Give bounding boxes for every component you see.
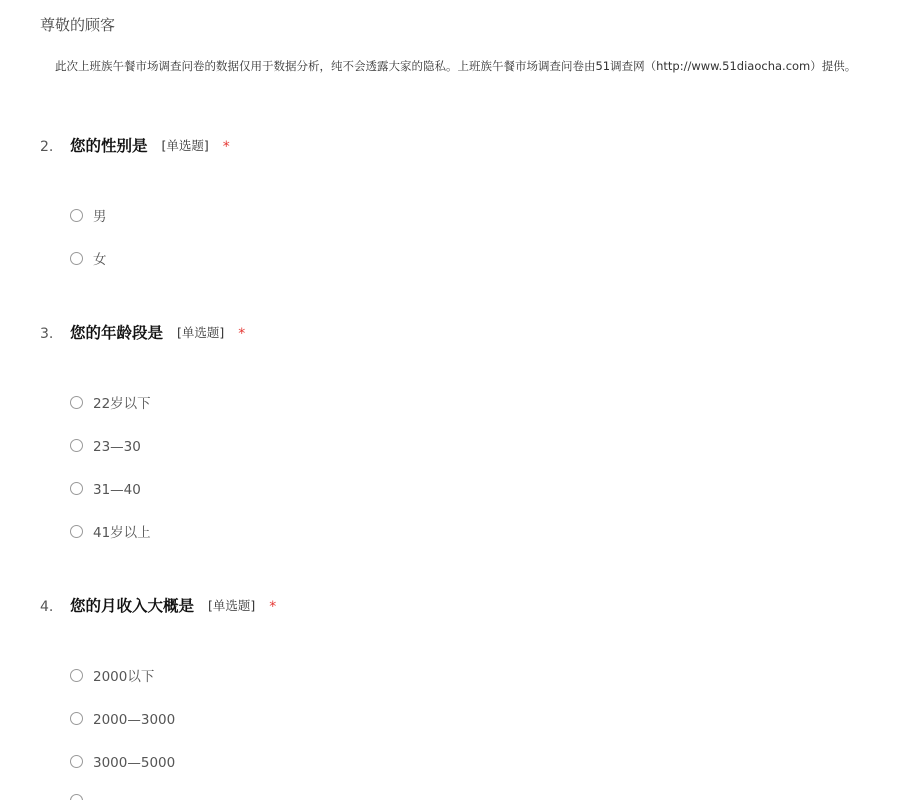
question-type: [单选题] — [161, 138, 209, 153]
question-type: [单选题] — [177, 325, 225, 340]
option-label[interactable]: 3000—5000 — [93, 755, 176, 771]
required-mark: * — [269, 599, 277, 615]
question-title — [70, 136, 230, 157]
option-income-under-2000[interactable] — [70, 667, 370, 687]
radio-button[interactable] — [70, 712, 83, 725]
option-label[interactable]: 2000—3000 — [93, 712, 176, 728]
question-title — [70, 596, 276, 617]
radio-button[interactable] — [70, 482, 83, 495]
option-label[interactable]: 41岁以上 — [93, 525, 151, 541]
required-mark: * — [222, 139, 230, 155]
question-number: 2. — [40, 139, 54, 155]
option-age-31-40[interactable] — [70, 480, 370, 500]
question-type: [单选题] — [208, 598, 256, 613]
option-partially-visible[interactable] — [70, 792, 370, 800]
option-label[interactable]: 31—40 — [93, 482, 141, 498]
radio-button[interactable] — [70, 439, 83, 452]
option-age-over-41[interactable] — [70, 523, 370, 543]
radio-button[interactable] — [70, 252, 83, 265]
question-number: 4. — [40, 599, 54, 615]
option-label[interactable]: 22岁以下 — [93, 396, 151, 412]
radio-button[interactable] — [70, 525, 83, 538]
question-title-text: 您的年龄段是 — [70, 324, 164, 342]
required-mark: * — [238, 326, 246, 342]
question-number: 3. — [40, 326, 54, 342]
question-header — [0, 323, 900, 345]
radio-button[interactable] — [70, 794, 83, 800]
option-female[interactable] — [70, 250, 370, 270]
radio-button[interactable] — [70, 209, 83, 222]
option-male[interactable] — [70, 207, 370, 227]
question-header — [0, 596, 900, 618]
option-label[interactable]: 23—30 — [93, 439, 141, 455]
option-age-23-30[interactable] — [70, 437, 370, 457]
option-label[interactable]: 男 — [93, 209, 107, 225]
survey-greeting: 尊敬的顾客 — [40, 16, 116, 34]
radio-button[interactable] — [70, 396, 83, 409]
option-label[interactable]: 2000以下 — [93, 669, 155, 685]
radio-button[interactable] — [70, 669, 83, 682]
radio-button[interactable] — [70, 755, 83, 768]
survey-intro: 此次上班族午餐市场调查问卷的数据仅用于数据分析，纯不会透露大家的隐私。上班族午餐市场调查问卷由51调查网（http://www.51diaocha.com）提供。 — [55, 59, 857, 73]
question-header — [0, 136, 900, 158]
option-income-3000-5000[interactable] — [70, 753, 370, 773]
question-title-text: 您的月收入大概是 — [70, 597, 195, 615]
question-title — [70, 323, 245, 344]
option-label[interactable]: 女 — [93, 252, 107, 268]
option-income-2000-3000[interactable] — [70, 710, 370, 730]
question-title-text: 您的性别是 — [70, 137, 148, 155]
option-age-under-22[interactable] — [70, 394, 370, 414]
